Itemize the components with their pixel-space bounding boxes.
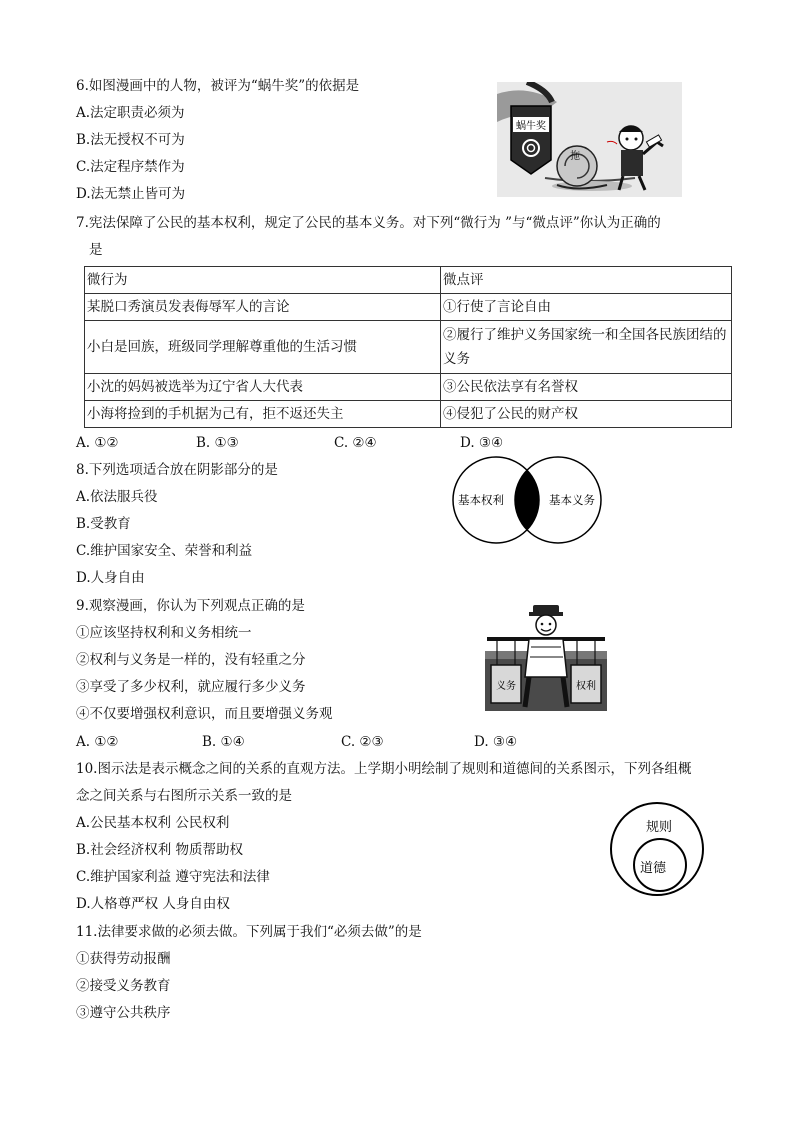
q6-option-c: C.法定程序禁作为 — [76, 159, 185, 175]
table-cell: 小海将捡到的手机据为己有，拒不返还失主 — [85, 401, 441, 428]
table-row — [85, 374, 732, 401]
table-cell: ①行使了言论自由 — [441, 294, 732, 321]
q7-option-b: B. ①③ — [196, 435, 239, 451]
q6-option-a: A.法定职责必须为 — [76, 105, 185, 121]
snail-award-cartoon — [497, 82, 682, 197]
q10-option-d: D.人格尊严权 人身自由权 — [76, 896, 230, 912]
q7-option-c: C. ②④ — [334, 435, 377, 451]
q7-option-d: D. ③④ — [460, 435, 504, 451]
q9-statement-4: ④不仅要增强权利意识，而且要增强义务观 — [76, 706, 333, 722]
table-row — [85, 401, 732, 428]
snail-award-banner-text: 蜗牛奖 — [516, 121, 546, 132]
q11-statement-3: ③遵守公共秩序 — [76, 1005, 171, 1021]
q9-option-a: A. ①② — [76, 734, 119, 750]
q7-table — [84, 266, 732, 428]
q7-option-a: A. ①② — [76, 435, 119, 451]
q10-option-a: A.公民基本权利 公民权利 — [76, 815, 230, 831]
table-cell: ④侵犯了公民的财产权 — [441, 401, 732, 428]
table-cell: ③公民依法享有名誉权 — [441, 374, 732, 401]
table-cell: 某脱口秀演员发表侮辱军人的言论 — [85, 294, 441, 321]
table-cell: 小沈的妈妈被选举为辽宁省人大代表 — [85, 374, 441, 401]
table-row — [85, 294, 732, 321]
rules-morality-diagram — [605, 801, 713, 897]
table-header-cell: 微点评 — [441, 267, 732, 294]
q6-option-d: D.法无禁止皆可为 — [76, 186, 186, 202]
table-cell: 小白是回族，班级同学理解尊重他的生活习惯 — [85, 321, 441, 374]
q10-stem-line1: 10.图示法是表示概念之间的关系的直观方法。上学期小明绘制了规则和道德间的关系图示，下列各组概 — [76, 761, 692, 777]
q8-option-a: A.依法服兵役 — [76, 489, 158, 505]
q7-stem-line2: 是 — [89, 242, 103, 258]
table-cell: ②履行了维护义务国家统一和全国各民族团结的义务 — [441, 321, 732, 374]
q8-stem: 8.下列选项适合放在阴影部分的是 — [76, 462, 278, 478]
q8-option-b: B.受教育 — [76, 516, 131, 532]
q11-stem: 11.法律要求做的必须去做。下列属于我们“必须去做”的是 — [76, 924, 422, 940]
table-header-cell: 微行为 — [85, 267, 441, 294]
q11-statement-2: ②接受义务教育 — [76, 978, 171, 994]
inner-circle-label: 道德 — [639, 861, 667, 876]
q9-statement-3: ③享受了多少权利，就应履行多少义务 — [76, 679, 306, 695]
q7-stem-line1: 7.宪法保障了公民的基本权利，规定了公民的基本义务。对下列“微行为 ”与“微点评”你认为正确的 — [76, 215, 661, 231]
q10-option-c: C.维护国家利益 遵守宪法和法律 — [76, 869, 270, 885]
venn-right-label: 基本义务 — [549, 493, 595, 507]
q9-statement-1: ①应该坚持权利和义务相统一 — [76, 625, 252, 641]
table-row — [85, 321, 732, 374]
left-bucket-label: 义务 — [496, 681, 516, 692]
q6-stem: 6.如图漫画中的人物，被评为“蜗牛奖”的依据是 — [76, 78, 360, 94]
q9-stem: 9.观察漫画，你认为下列观点正确的是 — [76, 598, 305, 614]
q6-option-b: B.法无授权不可为 — [76, 132, 185, 148]
q8-option-c: C.维护国家安全、荣誉和利益 — [76, 543, 253, 559]
q9-statement-2: ②权利与义务是一样的，没有轻重之分 — [76, 652, 306, 668]
q9-option-b: B. ①④ — [202, 734, 245, 750]
right-bucket-label: 权利 — [576, 681, 596, 692]
table-header-row — [85, 267, 732, 294]
q10-stem-line2: 念之间关系与右图所示关系一致的是 — [76, 788, 292, 804]
venn-left-label: 基本权利 — [458, 493, 504, 507]
carrying-pole-cartoon — [485, 603, 607, 711]
q8-option-d: D.人身自由 — [76, 570, 145, 586]
q9-option-d: D. ③④ — [474, 734, 518, 750]
q10-option-b: B.社会经济权利 物质帮助权 — [76, 842, 244, 858]
q9-option-c: C. ②③ — [341, 734, 384, 750]
rights-duties-venn — [448, 455, 606, 545]
q11-statement-1: ①获得劳动报酬 — [76, 951, 171, 967]
snail-shell-text: 拖 — [570, 151, 580, 162]
outer-circle-label: 规则 — [645, 820, 673, 835]
